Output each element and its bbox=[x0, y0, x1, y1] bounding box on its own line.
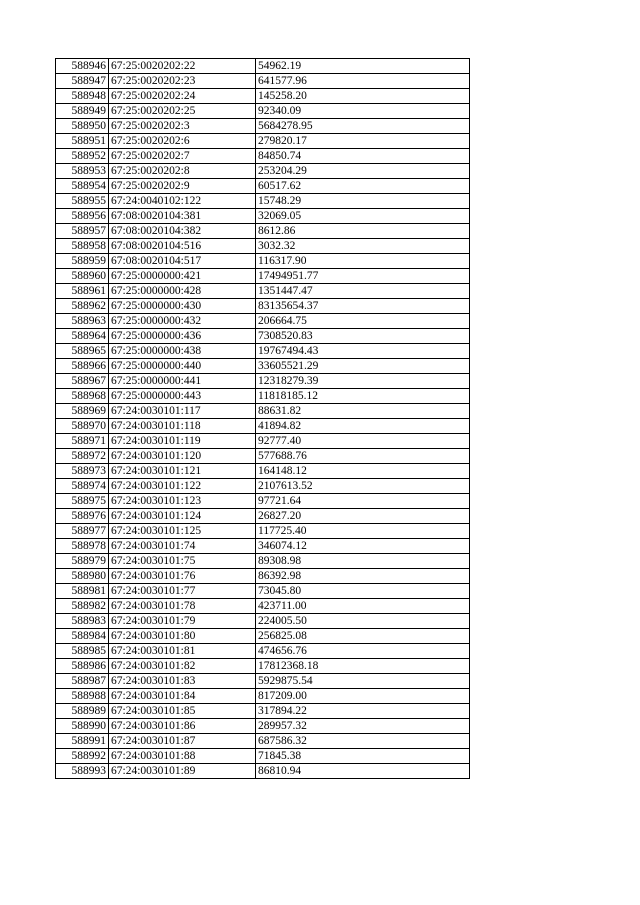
row-number-cell: 588969 bbox=[56, 404, 109, 419]
row-number-cell: 588973 bbox=[56, 464, 109, 479]
table-row bbox=[56, 134, 470, 149]
cadastral-number-cell: 67:24:0030101:117 bbox=[109, 404, 256, 419]
value-cell: 423711.00 bbox=[256, 599, 470, 614]
row-number-cell: 588970 bbox=[56, 419, 109, 434]
value-cell: 577688.76 bbox=[256, 449, 470, 464]
cadastral-number-cell: 67:24:0030101:123 bbox=[109, 494, 256, 509]
row-number-cell: 588980 bbox=[56, 569, 109, 584]
row-number-cell: 588982 bbox=[56, 599, 109, 614]
row-number-cell: 588993 bbox=[56, 764, 109, 779]
cadastral-number-cell: 67:24:0030101:88 bbox=[109, 749, 256, 764]
table-row bbox=[56, 719, 470, 734]
row-number-cell: 588948 bbox=[56, 89, 109, 104]
cadastral-number-cell: 67:24:0030101:83 bbox=[109, 674, 256, 689]
row-number-cell: 588949 bbox=[56, 104, 109, 119]
row-number-cell: 588954 bbox=[56, 179, 109, 194]
table-row bbox=[56, 74, 470, 89]
row-number-cell: 588979 bbox=[56, 554, 109, 569]
cadastral-number-cell: 67:24:0030101:124 bbox=[109, 509, 256, 524]
row-number-cell: 588965 bbox=[56, 344, 109, 359]
value-cell: 687586.32 bbox=[256, 734, 470, 749]
table-body bbox=[56, 59, 470, 779]
cadastral-number-cell: 67:24:0030101:74 bbox=[109, 539, 256, 554]
table-row bbox=[56, 464, 470, 479]
value-cell: 145258.20 bbox=[256, 89, 470, 104]
value-cell: 12318279.39 bbox=[256, 374, 470, 389]
row-number-cell: 588981 bbox=[56, 584, 109, 599]
row-number-cell: 588950 bbox=[56, 119, 109, 134]
table-row bbox=[56, 599, 470, 614]
table-row bbox=[56, 224, 470, 239]
table-row bbox=[56, 254, 470, 269]
table-row bbox=[56, 749, 470, 764]
value-cell: 279820.17 bbox=[256, 134, 470, 149]
row-number-cell: 588992 bbox=[56, 749, 109, 764]
table-row bbox=[56, 164, 470, 179]
cadastral-number-cell: 67:25:0000000:441 bbox=[109, 374, 256, 389]
row-number-cell: 588962 bbox=[56, 299, 109, 314]
table-row bbox=[56, 344, 470, 359]
value-cell: 164148.12 bbox=[256, 464, 470, 479]
row-number-cell: 588958 bbox=[56, 239, 109, 254]
cadastral-number-cell: 67:24:0030101:79 bbox=[109, 614, 256, 629]
value-cell: 33605521.29 bbox=[256, 359, 470, 374]
cadastral-number-cell: 67:24:0030101:81 bbox=[109, 644, 256, 659]
row-number-cell: 588974 bbox=[56, 479, 109, 494]
value-cell: 19767494.43 bbox=[256, 344, 470, 359]
table-row bbox=[56, 404, 470, 419]
table-row bbox=[56, 494, 470, 509]
table-row bbox=[56, 569, 470, 584]
cadastral-number-cell: 67:25:0000000:421 bbox=[109, 269, 256, 284]
row-number-cell: 588975 bbox=[56, 494, 109, 509]
table-row bbox=[56, 269, 470, 284]
table-row bbox=[56, 89, 470, 104]
cadastral-number-cell: 67:25:0020202:3 bbox=[109, 119, 256, 134]
row-number-cell: 588983 bbox=[56, 614, 109, 629]
cadastral-number-cell: 67:08:0020104:382 bbox=[109, 224, 256, 239]
table-row bbox=[56, 584, 470, 599]
value-cell: 253204.29 bbox=[256, 164, 470, 179]
table-row bbox=[56, 284, 470, 299]
cadastral-number-cell: 67:24:0030101:85 bbox=[109, 704, 256, 719]
value-cell: 17494951.77 bbox=[256, 269, 470, 284]
table-row bbox=[56, 359, 470, 374]
table-row bbox=[56, 734, 470, 749]
table-row bbox=[56, 209, 470, 224]
cadastral-number-cell: 67:25:0020202:22 bbox=[109, 59, 256, 74]
row-number-cell: 588977 bbox=[56, 524, 109, 539]
table-row bbox=[56, 764, 470, 779]
cadastral-number-cell: 67:25:0000000:430 bbox=[109, 299, 256, 314]
row-number-cell: 588951 bbox=[56, 134, 109, 149]
cadastral-number-cell: 67:24:0030101:125 bbox=[109, 524, 256, 539]
cadastral-number-cell: 67:24:0030101:122 bbox=[109, 479, 256, 494]
row-number-cell: 588990 bbox=[56, 719, 109, 734]
value-cell: 5929875.54 bbox=[256, 674, 470, 689]
row-number-cell: 588971 bbox=[56, 434, 109, 449]
cadastral-number-cell: 67:25:0020202:7 bbox=[109, 149, 256, 164]
value-cell: 116317.90 bbox=[256, 254, 470, 269]
row-number-cell: 588955 bbox=[56, 194, 109, 209]
cadastral-number-cell: 67:25:0000000:436 bbox=[109, 329, 256, 344]
table-row bbox=[56, 419, 470, 434]
row-number-cell: 588972 bbox=[56, 449, 109, 464]
row-number-cell: 588991 bbox=[56, 734, 109, 749]
value-cell: 54962.19 bbox=[256, 59, 470, 74]
table-row bbox=[56, 434, 470, 449]
value-cell: 817209.00 bbox=[256, 689, 470, 704]
cadastral-number-cell: 67:24:0030101:89 bbox=[109, 764, 256, 779]
table-row bbox=[56, 389, 470, 404]
value-cell: 206664.75 bbox=[256, 314, 470, 329]
value-cell: 71845.38 bbox=[256, 749, 470, 764]
row-number-cell: 588961 bbox=[56, 284, 109, 299]
row-number-cell: 588956 bbox=[56, 209, 109, 224]
table-row bbox=[56, 704, 470, 719]
value-cell: 5684278.95 bbox=[256, 119, 470, 134]
value-cell: 641577.96 bbox=[256, 74, 470, 89]
row-number-cell: 588978 bbox=[56, 539, 109, 554]
row-number-cell: 588985 bbox=[56, 644, 109, 659]
table-row bbox=[56, 509, 470, 524]
cadastral-number-cell: 67:25:0000000:440 bbox=[109, 359, 256, 374]
table-row bbox=[56, 629, 470, 644]
cadastral-number-cell: 67:25:0020202:8 bbox=[109, 164, 256, 179]
cadastral-number-cell: 67:24:0030101:120 bbox=[109, 449, 256, 464]
value-cell: 97721.64 bbox=[256, 494, 470, 509]
cadastral-number-cell: 67:24:0030101:82 bbox=[109, 659, 256, 674]
cadastral-number-cell: 67:24:0030101:84 bbox=[109, 689, 256, 704]
row-number-cell: 588959 bbox=[56, 254, 109, 269]
row-number-cell: 588967 bbox=[56, 374, 109, 389]
cadastral-number-cell: 67:24:0030101:86 bbox=[109, 719, 256, 734]
row-number-cell: 588984 bbox=[56, 629, 109, 644]
table-row bbox=[56, 104, 470, 119]
value-cell: 11818185.12 bbox=[256, 389, 470, 404]
row-number-cell: 588947 bbox=[56, 74, 109, 89]
table-row bbox=[56, 539, 470, 554]
cadastral-number-cell: 67:24:0030101:75 bbox=[109, 554, 256, 569]
cadastral-number-cell: 67:25:0000000:428 bbox=[109, 284, 256, 299]
cadastral-number-cell: 67:24:0030101:118 bbox=[109, 419, 256, 434]
row-number-cell: 588964 bbox=[56, 329, 109, 344]
value-cell: 8612.86 bbox=[256, 224, 470, 239]
table-row bbox=[56, 659, 470, 674]
cadastral-number-cell: 67:24:0030101:121 bbox=[109, 464, 256, 479]
value-cell: 41894.82 bbox=[256, 419, 470, 434]
table-row bbox=[56, 149, 470, 164]
table-row bbox=[56, 449, 470, 464]
cadastral-number-cell: 67:25:0020202:9 bbox=[109, 179, 256, 194]
cadastral-number-cell: 67:25:0020202:23 bbox=[109, 74, 256, 89]
value-cell: 17812368.18 bbox=[256, 659, 470, 674]
table-row bbox=[56, 524, 470, 539]
value-cell: 92777.40 bbox=[256, 434, 470, 449]
value-cell: 256825.08 bbox=[256, 629, 470, 644]
table-row bbox=[56, 194, 470, 209]
cadastral-value-table bbox=[55, 58, 470, 779]
table-row bbox=[56, 314, 470, 329]
value-cell: 289957.32 bbox=[256, 719, 470, 734]
value-cell: 2107613.52 bbox=[256, 479, 470, 494]
value-cell: 73045.80 bbox=[256, 584, 470, 599]
value-cell: 92340.09 bbox=[256, 104, 470, 119]
value-cell: 1351447.47 bbox=[256, 284, 470, 299]
row-number-cell: 588968 bbox=[56, 389, 109, 404]
table-row bbox=[56, 329, 470, 344]
value-cell: 26827.20 bbox=[256, 509, 470, 524]
cadastral-number-cell: 67:24:0030101:80 bbox=[109, 629, 256, 644]
cadastral-number-cell: 67:24:0030101:77 bbox=[109, 584, 256, 599]
cadastral-number-cell: 67:24:0030101:87 bbox=[109, 734, 256, 749]
table-row bbox=[56, 554, 470, 569]
value-cell: 346074.12 bbox=[256, 539, 470, 554]
table-row bbox=[56, 689, 470, 704]
row-number-cell: 588976 bbox=[56, 509, 109, 524]
value-cell: 32069.05 bbox=[256, 209, 470, 224]
cadastral-number-cell: 67:24:0030101:78 bbox=[109, 599, 256, 614]
cadastral-number-cell: 67:24:0040102:122 bbox=[109, 194, 256, 209]
table-row bbox=[56, 479, 470, 494]
value-cell: 15748.29 bbox=[256, 194, 470, 209]
table-row bbox=[56, 179, 470, 194]
row-number-cell: 588953 bbox=[56, 164, 109, 179]
row-number-cell: 588989 bbox=[56, 704, 109, 719]
row-number-cell: 588966 bbox=[56, 359, 109, 374]
row-number-cell: 588946 bbox=[56, 59, 109, 74]
value-cell: 60517.62 bbox=[256, 179, 470, 194]
value-cell: 224005.50 bbox=[256, 614, 470, 629]
table-row bbox=[56, 614, 470, 629]
value-cell: 317894.22 bbox=[256, 704, 470, 719]
cadastral-number-cell: 67:25:0000000:432 bbox=[109, 314, 256, 329]
cadastral-number-cell: 67:25:0000000:443 bbox=[109, 389, 256, 404]
cadastral-number-cell: 67:25:0020202:25 bbox=[109, 104, 256, 119]
table-row bbox=[56, 119, 470, 134]
cadastral-number-cell: 67:24:0030101:119 bbox=[109, 434, 256, 449]
value-cell: 88631.82 bbox=[256, 404, 470, 419]
value-cell: 86392.98 bbox=[256, 569, 470, 584]
table-row bbox=[56, 644, 470, 659]
cadastral-number-cell: 67:25:0000000:438 bbox=[109, 344, 256, 359]
row-number-cell: 588986 bbox=[56, 659, 109, 674]
cadastral-number-cell: 67:25:0020202:24 bbox=[109, 89, 256, 104]
cadastral-number-cell: 67:24:0030101:76 bbox=[109, 569, 256, 584]
value-cell: 83135654.37 bbox=[256, 299, 470, 314]
cadastral-number-cell: 67:25:0020202:6 bbox=[109, 134, 256, 149]
value-cell: 3032.32 bbox=[256, 239, 470, 254]
row-number-cell: 588963 bbox=[56, 314, 109, 329]
value-cell: 7308520.83 bbox=[256, 329, 470, 344]
value-cell: 117725.40 bbox=[256, 524, 470, 539]
cadastral-number-cell: 67:08:0020104:516 bbox=[109, 239, 256, 254]
table-row bbox=[56, 59, 470, 74]
value-cell: 86810.94 bbox=[256, 764, 470, 779]
row-number-cell: 588957 bbox=[56, 224, 109, 239]
cadastral-number-cell: 67:08:0020104:517 bbox=[109, 254, 256, 269]
table-row bbox=[56, 374, 470, 389]
row-number-cell: 588960 bbox=[56, 269, 109, 284]
table-row bbox=[56, 299, 470, 314]
table-row bbox=[56, 674, 470, 689]
table-row bbox=[56, 239, 470, 254]
row-number-cell: 588988 bbox=[56, 689, 109, 704]
value-cell: 89308.98 bbox=[256, 554, 470, 569]
value-cell: 84850.74 bbox=[256, 149, 470, 164]
cadastral-number-cell: 67:08:0020104:381 bbox=[109, 209, 256, 224]
row-number-cell: 588952 bbox=[56, 149, 109, 164]
value-cell: 474656.76 bbox=[256, 644, 470, 659]
row-number-cell: 588987 bbox=[56, 674, 109, 689]
